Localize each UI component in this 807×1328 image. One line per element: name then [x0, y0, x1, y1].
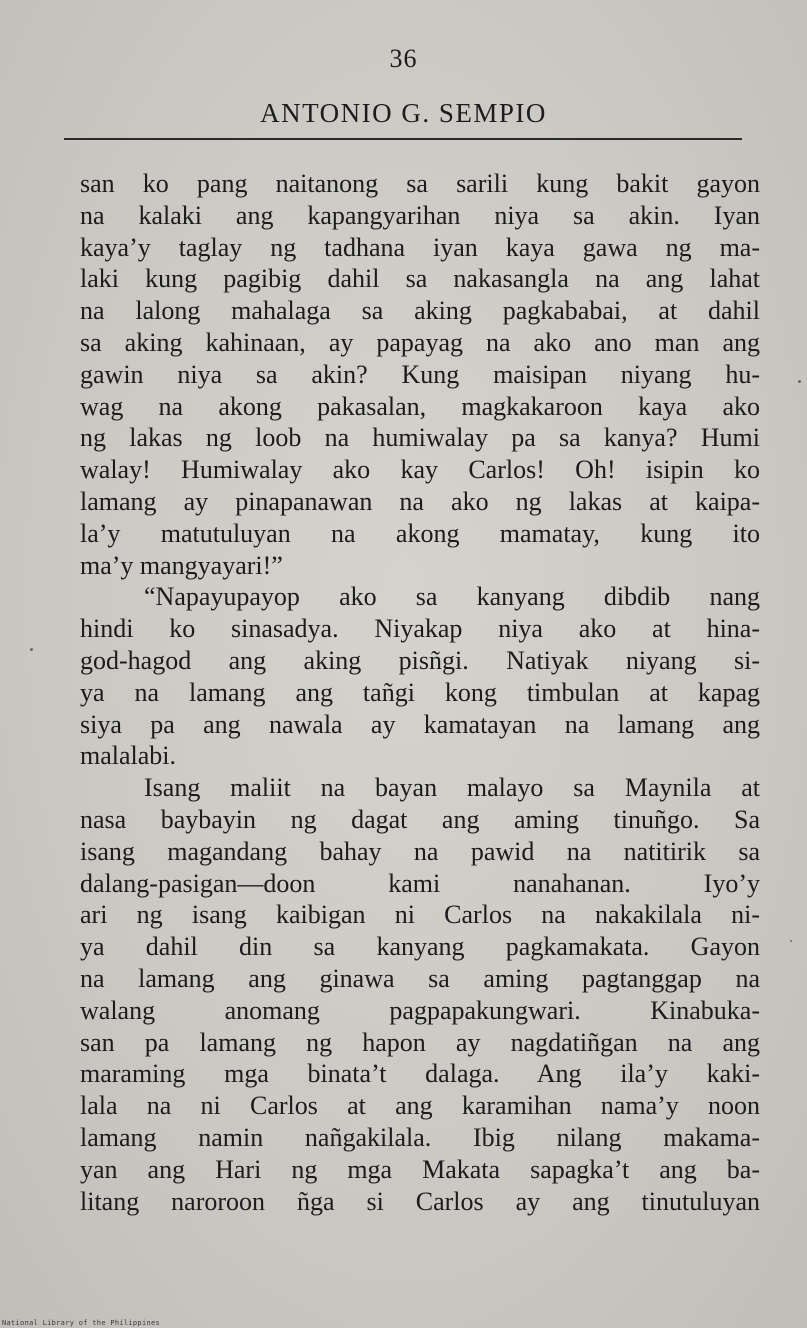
text-line: “Napayupayop ako sa kanyang dibdib nang — [144, 582, 760, 612]
text-line: san pa lamang ng hapon ay nagdatiñgan na ang — [80, 1027, 760, 1057]
text-line: ma’y mangyayari!” — [80, 550, 283, 580]
text-line: ari ng isang kaibigan ni Carlos na nakakilala ni- — [80, 900, 760, 930]
text-line: laki kung pagibig dahil sa nakasangla na ang lahat — [80, 264, 760, 294]
text-line: yan ang Hari ng mga Makata sapagka’t ang ba- — [80, 1154, 760, 1184]
text-line: malalabi. — [80, 741, 177, 771]
text-line: na lamang ang ginawa sa aming pagtanggap na — [80, 963, 760, 993]
text-line: la’y matutuluyan na akong mamatay, kung ito — [80, 518, 760, 548]
paper-speck — [30, 648, 33, 651]
text-line: na kalaki ang kapangyarihan niya sa akin. Iyan — [80, 200, 760, 230]
library-credit: National Library of the Philippines — [2, 1319, 161, 1327]
text-line: walang anomang pagpapakungwari. Kinabuka- — [80, 995, 760, 1025]
text-line: nasa baybayin ng dagat ang aming tinuñgo. Sa — [80, 804, 760, 834]
header-rule — [64, 138, 742, 140]
text-line: litang naroroon ñga si Carlos ay ang tinutuluyan — [80, 1186, 760, 1216]
text-line: walay! Humiwalay ako kay Carlos! Oh! isipin ko — [80, 455, 760, 485]
text-line: Isang maliit na bayan malayo sa Maynila at — [144, 773, 760, 803]
page-number: 36 — [389, 44, 418, 73]
text-line: siya pa ang nawala ay kamatayan na lamang ang — [80, 709, 760, 739]
text-line: dalang-pasigan—doon kami nanahanan. Iyo’y — [80, 868, 760, 898]
body-text — [80, 168, 760, 1217]
text-line: lamang ay pinapanawan na ako ng lakas at kaipa- — [80, 486, 760, 516]
text-line: kaya’y taglay ng tadhana iyan kaya gawa ng ma- — [80, 232, 760, 262]
text-line: maraming mga binata’t dalaga. Ang ila’y kaki- — [80, 1059, 760, 1089]
running-head: ANTONIO G. SEMPIO — [260, 98, 547, 128]
paper-speck — [798, 380, 801, 383]
text-line: ng lakas ng loob na humiwalay pa sa kanya? Humi — [80, 423, 760, 453]
text-line: wag na akong pakasalan, magkakaroon kaya ako — [80, 391, 760, 421]
text-line: lala na ni Carlos at ang karamihan nama’y noon — [80, 1091, 760, 1121]
text-line: lamang namin nañgakilala. Ibig nilang makama- — [80, 1122, 760, 1152]
text-line: san ko pang naitanong sa sarili kung bakit gayon — [80, 169, 760, 198]
text-line: hindi ko sinasadya. Niyakap niya ako at hina- — [80, 614, 760, 644]
text-line: isang magandang bahay na pawid na natitirik sa — [80, 836, 760, 866]
text-line: sa aking kahinaan, ay papayag na ako ano man ang — [80, 327, 760, 357]
text-line: gawin niya sa akin? Kung maisipan niyang hu- — [80, 359, 760, 389]
text-line: god-hagod ang aking pisñgi. Natiyak niyang si- — [80, 645, 760, 675]
text-line: ya na lamang ang tañgi kong timbulan at kapag — [80, 677, 760, 707]
paper-speck — [790, 940, 792, 942]
text-line: ya dahil din sa kanyang pagkamakata. Gayon — [80, 932, 760, 962]
text-line: na lalong mahalaga sa aking pagkababai, at dahil — [80, 296, 760, 326]
